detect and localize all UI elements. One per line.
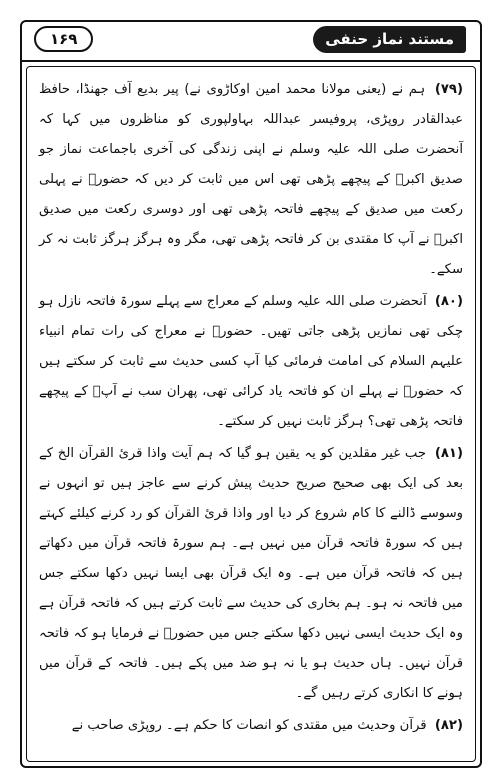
header-rule [22,60,480,62]
paragraph-82 [39,711,463,741]
content-frame [26,66,476,762]
paragraph-text: جب غیر مقلدین کو یہ یقین ہو گیا کہ ہم آیت واذا قرئ القرآن الخ کے بعد کی ایک بھی صحیح صریح حدیث پیش کرنے سے عاجز ہیں تو انہوں نے وسوسے ڈالنے کا کام شروع کر دیا اور واذا قرئ القرآن کو رد کرنے کیلئے کہتے ہیں کہ سورۃ فاتحہ قرآن میں نہیں ہے۔ ہم سورۃ فاتحہ قرآن میں دکھاتے ہیں کہ فاتحہ قرآن میں ہے۔ وہ ایک قرآن بھی ایسا نہیں دکھا سکتے جس میں فاتحہ نہ ہو۔ ہم بخاری کی حدیث سے ثابت کرتے ہیں کہ فاتحہ قرآن ہے وہ ایک حدیث ایسی نہیں دکھا سکتے جس میں حضورؐ نے فرمایا ہو کہ فاتحہ قرآن نہیں۔ ہاں حدیث ہو یا نہ ہو ضد میں پکے ہیں۔ فاتحہ کے قرآن میں ہونے کا انکاری کرتے رہیں گے۔ [39,446,463,701]
paragraph-number: (۸۲) [434,718,463,733]
paragraph-text: ہم نے (یعنی مولانا محمد امین اوکاڑوی نے) پیر بدیع آف جھنڈا، حافظ عبدالقادر روپڑی، پروفیسر عبداللہ بہاولپوری کو مناظروں میں کہا کہ آنحضرت صلی اللہ علیہ وسلم نے اپنی زندگی کی آخری باجماعت نماز جو صدیق اکبرؓ کے پیچھے پڑھی تھی اس میں ثابت کر دیں کہ حضورؐ نے پہلی رکعت میں صدیق کے پیچھے فاتحہ پڑھی تھی اور دوسری رکعت میں صدیق اکبرؓ نے آپ کا مقتدی بن کر فاتحہ پڑھی تھی، مگر وہ ہرگز ہرگز ثابت نہ کر سکے۔ [39,82,463,277]
paragraph-80 [39,287,463,437]
paragraph-number: (۸۱) [434,446,463,461]
paragraph-79 [39,75,463,285]
page-frame [20,20,482,768]
paragraph-number: (۸۰) [434,294,463,309]
paragraph-text: قرآن وحدیث میں مقتدی کو انصات کا حکم ہے۔ روپڑی صاحب نے [71,718,427,733]
paragraph-81 [39,439,463,709]
paragraph-text: آنحضرت صلی اللہ علیہ وسلم کے معراج سے پہلے سورۃ فاتحہ نازل ہو چکی تھی نمازیں پڑھی جاتی تھیں۔ حضورؐ نے معراج کی رات تمام انبیاء علیہم السلام کی امامت فرمائی کیا آپ کسی حدیث سے ثابت کر سکتے ہیں کہ حضورؐ نے پہلے ان کو فاتحہ یاد کرائی تھی، پھران سب نے آپؐ کے پیچھے فاتحہ پڑھی تھی؟ ہرگز ثابت نہیں کر سکتے۔ [38,294,463,429]
page-content [39,75,463,753]
page-number: ۱۶۹ [34,26,93,52]
header-title: مستند نماز حنفی [313,26,466,53]
paragraph-number: (۷۹) [434,82,463,97]
